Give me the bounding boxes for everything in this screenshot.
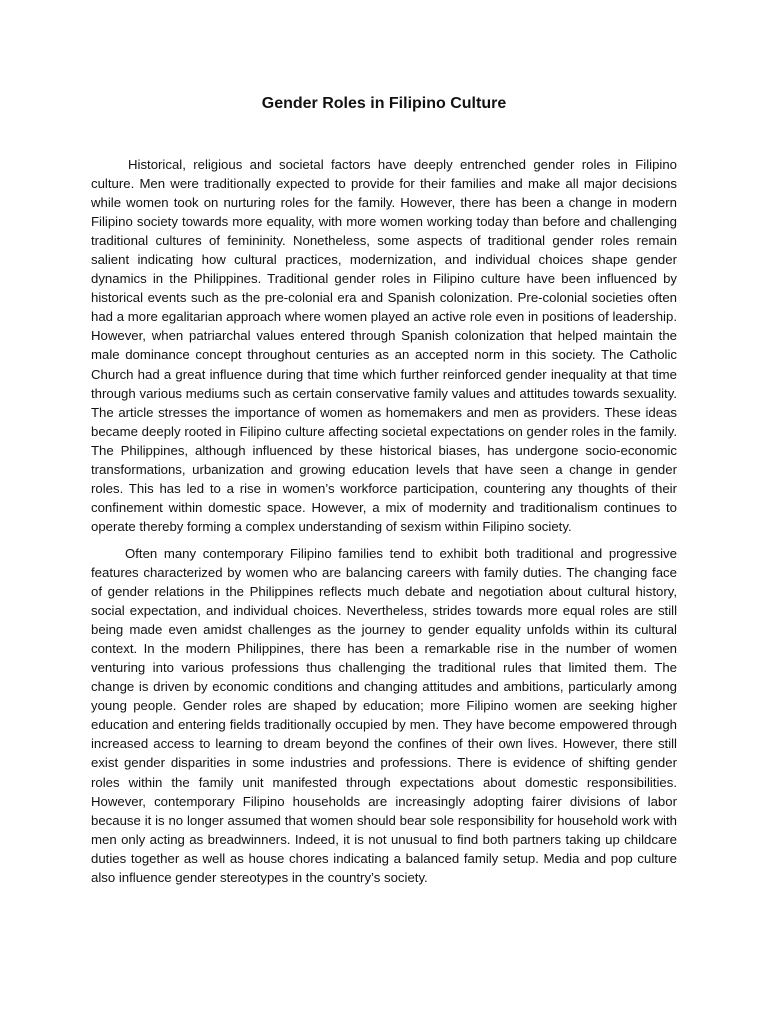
paragraph-1: Historical, religious and societal factors have deeply entrenched gender roles in Filipino culture. Men were traditionally expected to provide for their families and make all major decisions while women took on nurturing roles for the family. However, there has been a change in modern Filipino society towards more equality, with more women working today than before and challenging traditional cultures of femininity. Nonetheless, some aspects of traditional gender roles remain salient indicating how cultural practices, modernization, and individual choices shape gender dynamics in the Philippines. Traditional gender roles in Filipino culture have been influenced by historical events such as the pre-colonial era and Spanish colonization. Pre-colonial societies often had a more egalitarian approach where women played an active role even in positions of leadership. However, when patriarchal values entered through Spanish colonization that helped maintain the male dominance concept throughout centuries as an accepted norm in this society. The Catholic Church had a great influence during that time which further reinforced gender inequality at that time through various mediums such as certain conservative family values and attitudes towards sexuality. The article stresses the importance of women as homemakers and men as providers. These ideas became deeply rooted in Filipino culture affecting societal expectations on gender roles in the family. The Philippines, although influenced by these historical biases, has undergone socio-economic transformations, urbanization and growing education levels that have seen a change in gender roles. This has led to a rise in women’s workforce participation, countering any thoughts of their confinement within domestic space. However, a mix of modernity and traditionalism continues to operate thereby forming a complex understanding of sexism within Filipino society. [91,157,677,534]
paragraph-2: Often many contemporary Filipino families tend to exhibit both traditional and progressive features characterized by women who are balancing careers with family duties. The changing face of gender relations in the Philippines reflects much debate and negotiation about cultural history, social expectation, and individual choices. Nevertheless, strides towards more equal roles are still being made even amidst challenges as the journey to gender equality unfolds within its cultural context. In the modern Philippines, there has been a remarkable rise in the number of women venturing into various professions thus challenging the traditional rules that limited them. The change is driven by economic conditions and changing attitudes and ambitions, particularly among young people. Gender roles are shaped by education; more Filipino women are seeking higher education and entering fields traditionally occupied by men. They have become empowered through increased access to learning to dream beyond the confines of their own lives. However, there still exist gender disparities in some industries and professions. There is evidence of shifting gender roles within the family unit manifested through expectations about domestic responsibilities. However, contemporary Filipino households are increasingly adopting fairer divisions of labor because it is no longer assumed that women should bear sole responsibility for household work with men only acting as breadwinners. Indeed, it is not unusual to find both partners taking up childcare duties together as well as house chores indicating a balanced family setup. Media and pop culture also influence gender stereotypes in the country’s society. [91,545,677,885]
document-title: Gender Roles in Filipino Culture [261,95,507,112]
document-body [91,155,677,887]
